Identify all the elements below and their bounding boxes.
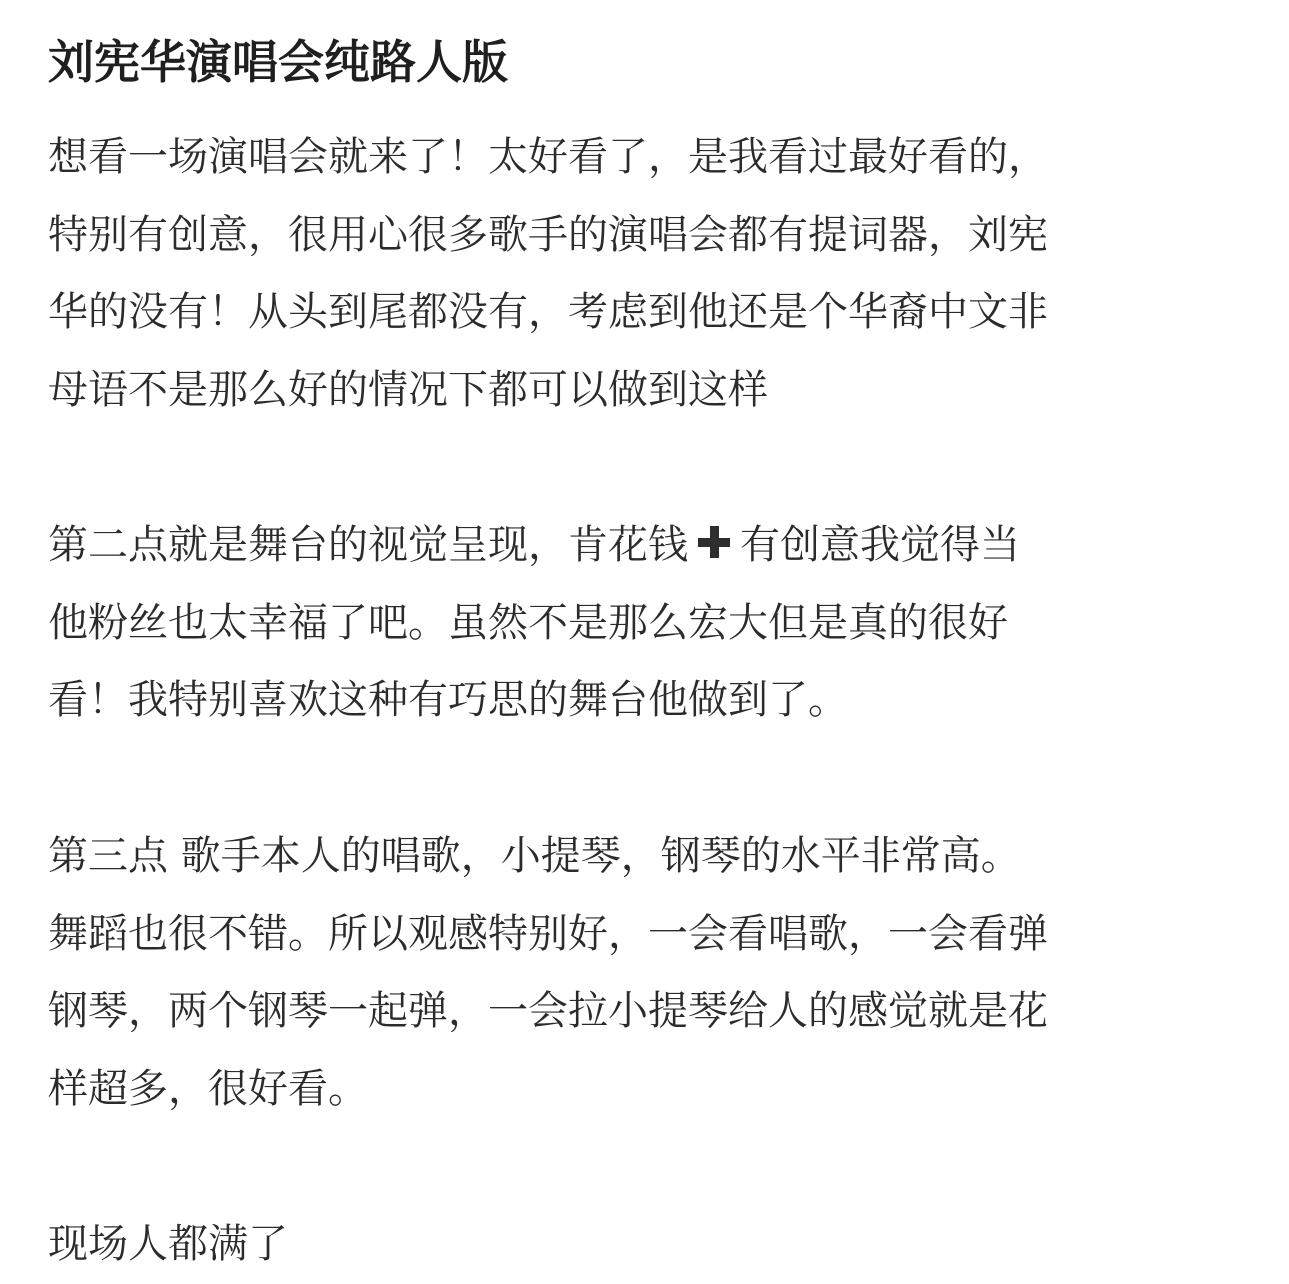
post-title: 刘宪华演唱会纯路人版 — [48, 35, 508, 89]
paragraph-line: 母语不是那么好的情况下都可以做到这样 — [48, 366, 768, 413]
paragraph-line: 钢琴，两个钢琴一起弹，一会拉小提琴给人的感觉就是花 — [48, 988, 1048, 1034]
paragraph-line: 第三点 歌手本人的唱歌，小提琴，钢琴的水平非常高。 — [48, 833, 1021, 879]
paragraph-line-start: 第二点就是舞台的视觉呈现，肯花钱 — [48, 522, 688, 568]
paragraph-2 — [48, 507, 1248, 740]
paragraph-line: 他粉丝也太幸福了吧。虽然不是那么宏大但是真的很好 — [48, 599, 1008, 646]
paragraph-line: 看！我特别喜欢这种有巧思的舞台他做到了。 — [48, 677, 848, 723]
paragraph-line: 想看一场演唱会就来了！太好看了，是我看过最好看的， — [48, 134, 1048, 180]
paragraph-4 — [48, 1206, 1248, 1284]
paragraph-line: 华的没有！从头到尾都没有，考虑到他还是个华裔中文非 — [48, 289, 1048, 335]
paragraph-line: 特别有创意，很用心很多歌手的演唱会都有提词器，刘宪 — [48, 211, 1048, 258]
paragraph-line — [48, 507, 1248, 585]
paragraph-line-end: 有创意我觉得当 — [740, 522, 1020, 568]
paragraph-line: 舞蹈也很不错。所以观感特别好，一会看唱歌，一会看弹 — [48, 910, 1048, 957]
heavy-plus-icon — [694, 522, 734, 562]
paragraph-3 — [48, 818, 1248, 1128]
paragraph-1 — [48, 119, 1248, 429]
paragraph-line: 现场人都满了 — [48, 1221, 288, 1267]
paragraph-line: 样超多，很好看。 — [48, 1065, 368, 1112]
